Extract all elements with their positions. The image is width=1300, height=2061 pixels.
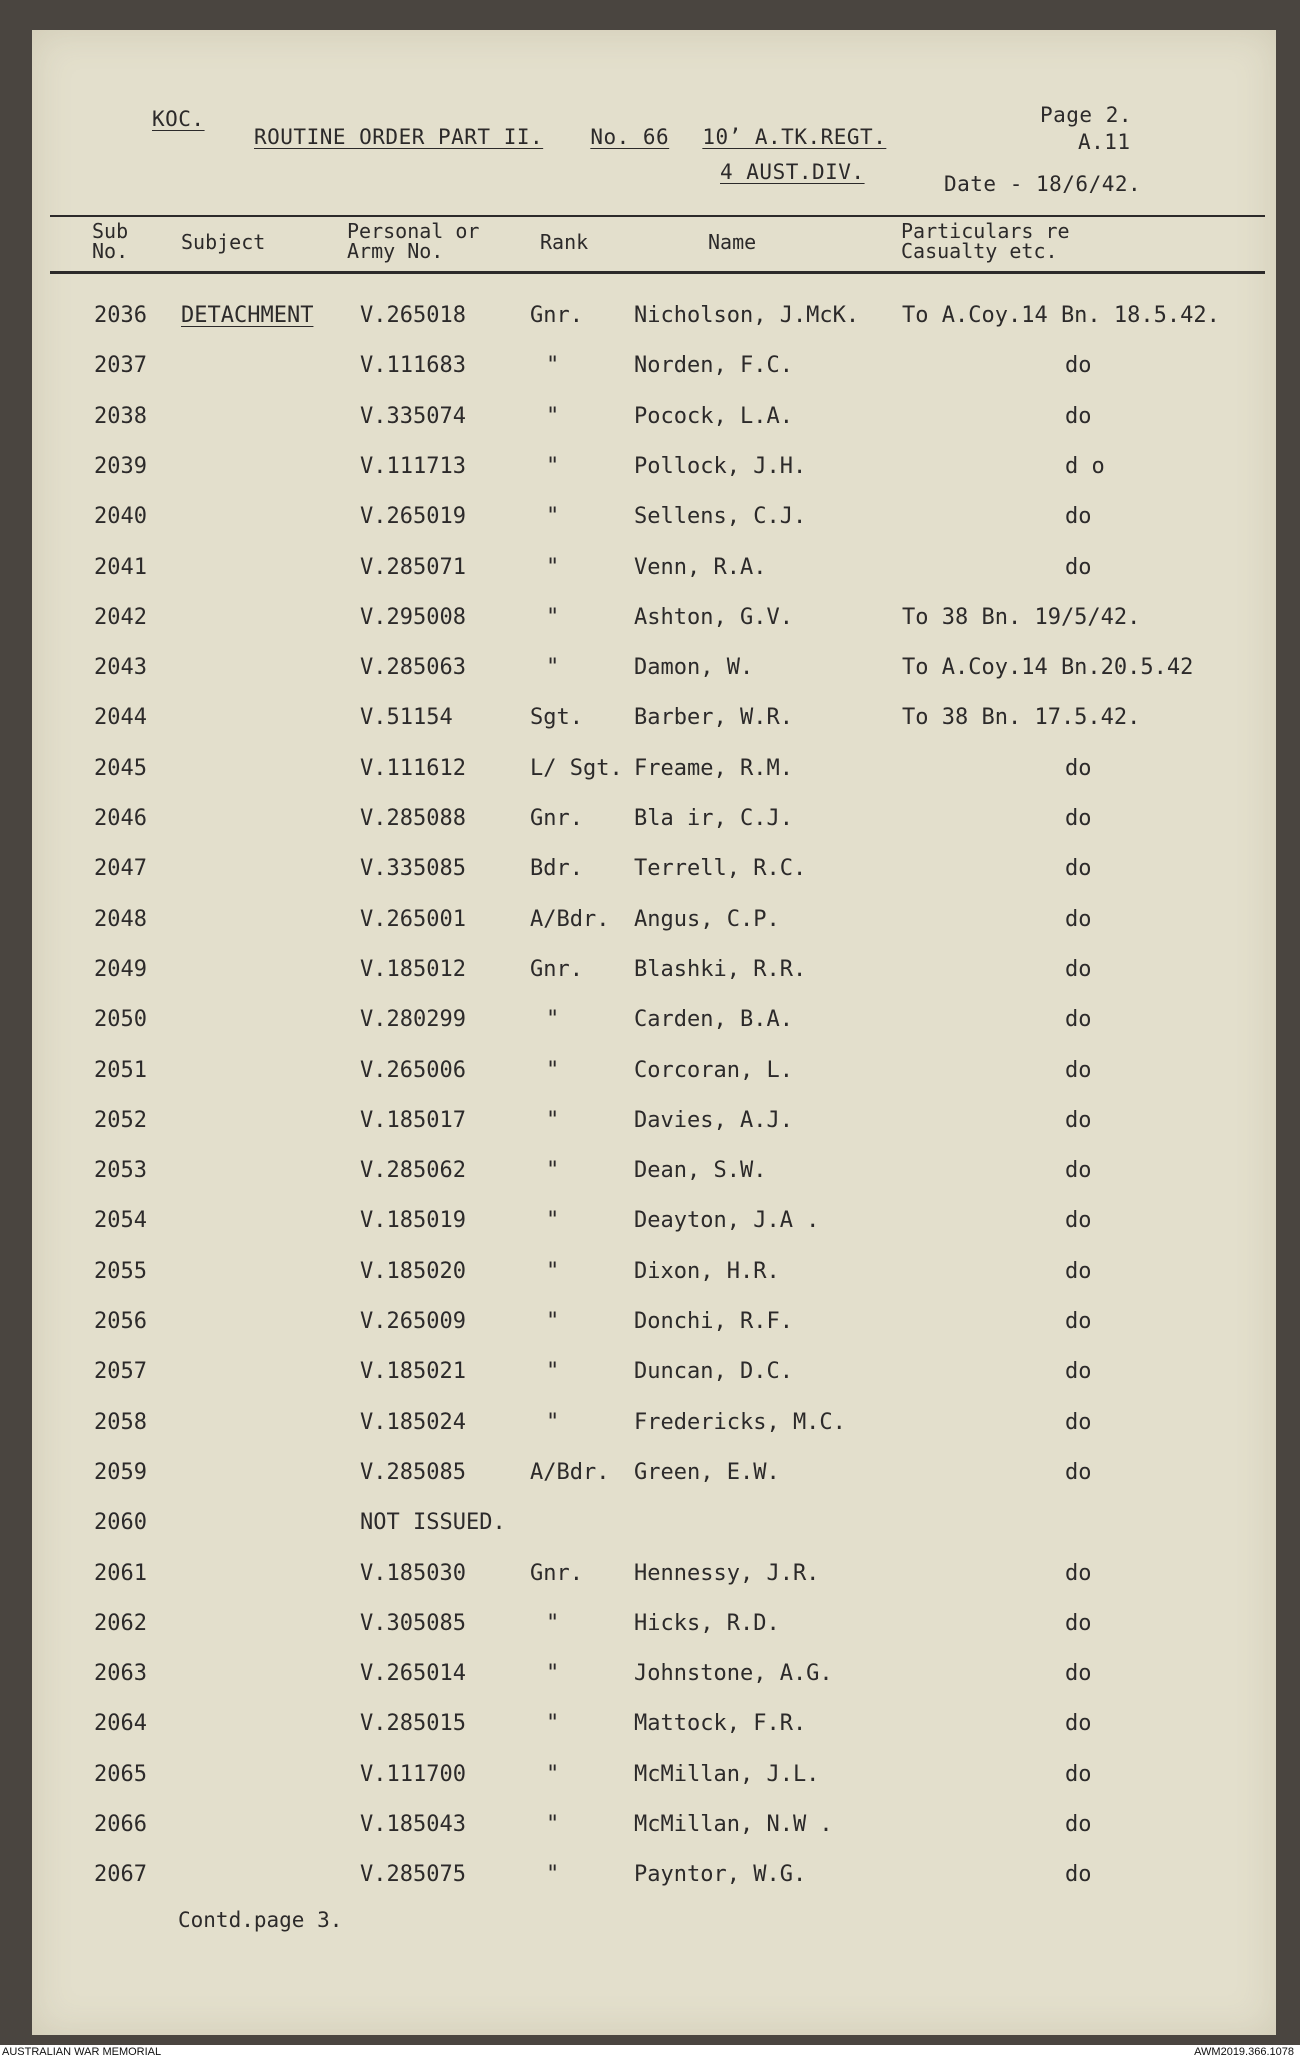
cell-rank: " xyxy=(546,554,560,580)
page-number: Page 2. xyxy=(1040,103,1133,127)
table-row xyxy=(0,1762,1300,1798)
cell-rank: " xyxy=(546,1057,560,1083)
cell-sub-no: 2057 xyxy=(94,1359,147,1385)
cell-particulars: To 38 Bn. 19/5/42. xyxy=(902,604,1141,630)
cell-particulars: do xyxy=(1065,1862,1092,1888)
cell-sub-no: 2063 xyxy=(94,1661,147,1687)
cell-name: McMillan, N.W . xyxy=(634,1812,833,1837)
order-title xyxy=(254,125,954,149)
cell-particulars: do xyxy=(1065,1409,1092,1435)
col-army-no-line1: Personal or xyxy=(347,219,480,243)
cell-name: Blashki, R.R. xyxy=(634,956,807,982)
cell-army-no: V.285015 xyxy=(360,1711,466,1737)
cell-rank: " xyxy=(546,1158,560,1184)
cell-particulars: To 38 Bn. 17.5.42. xyxy=(902,705,1141,731)
cell-name: Freame, R.M. xyxy=(634,755,793,781)
col-name: Name xyxy=(708,230,757,254)
table-row xyxy=(0,1812,1300,1848)
cell-subject: DETACHMENT xyxy=(181,303,314,328)
cell-rank: Sgt. xyxy=(530,705,583,731)
cell-sub-no: 2052 xyxy=(94,1107,147,1133)
cell-name: Ashton, G.V. xyxy=(634,604,793,630)
col-army-no xyxy=(347,221,479,261)
cell-sub-no: 2051 xyxy=(94,1057,147,1083)
table-row xyxy=(0,655,1300,691)
cell-name: Davies, A.J. xyxy=(634,1107,793,1133)
table-row xyxy=(0,404,1300,440)
header-top-rule xyxy=(50,215,1265,217)
cell-name: Payntor, W.G. xyxy=(634,1862,807,1888)
cell-particulars: do xyxy=(1065,1057,1092,1083)
cell-particulars: do xyxy=(1065,554,1092,580)
cell-particulars: do xyxy=(1065,504,1092,530)
cell-name: Dixon, H.R. xyxy=(634,1258,780,1284)
cell-rank: Gnr. xyxy=(530,303,583,328)
cell-particulars: do xyxy=(1065,1158,1092,1184)
cell-particulars: do xyxy=(1065,906,1092,932)
cell-army-no: V.185024 xyxy=(360,1409,466,1435)
table-row xyxy=(0,1208,1300,1244)
cell-rank: " xyxy=(546,1107,560,1133)
cell-name: Fredericks, M.C. xyxy=(634,1409,846,1435)
table-row xyxy=(0,1259,1300,1295)
cell-army-no: V.335074 xyxy=(360,403,466,429)
table-row xyxy=(0,605,1300,641)
cell-particulars: do xyxy=(1065,403,1092,429)
col-subject: Subject xyxy=(181,230,266,254)
cell-sub-no: 2047 xyxy=(94,856,147,882)
cell-name: Johnstone, A.G. xyxy=(634,1661,833,1687)
cell-name: Pollock, J.H. xyxy=(634,453,807,479)
table-row xyxy=(0,1410,1300,1446)
cell-name: Dean, S.W. xyxy=(634,1158,767,1184)
cell-army-no: V.185021 xyxy=(360,1359,466,1385)
cell-army-no: V.185017 xyxy=(360,1107,466,1133)
table-row xyxy=(0,907,1300,943)
cell-rank: " xyxy=(546,1007,560,1033)
cell-sub-no: 2058 xyxy=(94,1409,147,1435)
cell-army-no: V.111612 xyxy=(360,755,466,781)
cell-particulars: do xyxy=(1065,1761,1092,1787)
cell-rank: " xyxy=(546,1359,560,1385)
cell-name: Donchi, R.F. xyxy=(634,1309,793,1334)
table-row xyxy=(0,1711,1300,1747)
cell-particulars: To A.Coy.14 Bn. 18.5.42. xyxy=(902,303,1220,328)
cell-sub-no: 2056 xyxy=(94,1309,147,1334)
cell-name: Duncan, D.C. xyxy=(634,1359,793,1385)
cell-name: Venn, R.A. xyxy=(634,554,767,580)
col-army-no-line2: Army No. xyxy=(347,239,444,263)
cell-army-no: V.265018 xyxy=(360,303,466,328)
cell-army-no: V.265001 xyxy=(360,906,466,932)
archive-id: AWM2019.366.1078 xyxy=(1194,2046,1294,2058)
cell-particulars: do xyxy=(1065,1258,1092,1284)
cell-rank: " xyxy=(546,453,560,479)
cell-name: Pocock, L.A. xyxy=(634,403,793,429)
col-particulars-line2: Casualty etc. xyxy=(901,239,1058,263)
cell-particulars: do xyxy=(1065,856,1092,882)
cell-particulars: do xyxy=(1065,1309,1092,1334)
cell-rank: " xyxy=(546,504,560,530)
cell-sub-no: 2043 xyxy=(94,655,147,681)
cell-particulars: do xyxy=(1065,806,1092,831)
division-name: 4 AUST.DIV. xyxy=(720,160,865,184)
cell-army-no: V.285063 xyxy=(360,655,466,681)
cell-sub-no: 2050 xyxy=(94,1007,147,1033)
unit-name: 10’ A.TK.REGT. xyxy=(702,125,887,149)
continued-note: Contd.page 3. xyxy=(178,1908,343,1932)
cell-army-no: V.111700 xyxy=(360,1761,466,1787)
cell-particulars: do xyxy=(1065,1812,1092,1837)
cell-name: Corcoran, L. xyxy=(634,1057,793,1083)
table-row xyxy=(0,806,1300,842)
table-row xyxy=(0,1058,1300,1094)
cell-army-no: V.185019 xyxy=(360,1208,466,1234)
header-mark: KOC. xyxy=(152,107,205,131)
table-row xyxy=(0,756,1300,792)
table-row xyxy=(0,1108,1300,1144)
table-row xyxy=(0,1510,1300,1546)
cell-sub-no: 2064 xyxy=(94,1711,147,1737)
col-rank: Rank xyxy=(540,230,589,254)
cell-sub-no: 2042 xyxy=(94,604,147,630)
cell-sub-no: 2054 xyxy=(94,1208,147,1234)
cell-army-no: V.285085 xyxy=(360,1459,466,1485)
cell-rank: " xyxy=(546,403,560,429)
cell-particulars: do xyxy=(1065,1107,1092,1133)
cell-name: Barber, W.R. xyxy=(634,705,793,731)
cell-name: Green, E.W. xyxy=(634,1459,780,1485)
cell-army-no: V.335085 xyxy=(360,856,466,882)
table-row xyxy=(0,353,1300,389)
cell-army-no: V.285062 xyxy=(360,1158,466,1184)
table-row xyxy=(0,705,1300,741)
cell-sub-no: 2066 xyxy=(94,1812,147,1837)
table-row xyxy=(0,1460,1300,1496)
table-row xyxy=(0,856,1300,892)
cell-name: Nicholson, J.McK. xyxy=(634,303,860,328)
cell-rank: " xyxy=(546,1812,560,1837)
cell-sub-no: 2036 xyxy=(94,303,147,328)
cell-name: McMillan, J.L. xyxy=(634,1761,820,1787)
cell-army-no: V.185012 xyxy=(360,956,466,982)
table-row xyxy=(0,1359,1300,1395)
cell-rank: " xyxy=(546,1711,560,1737)
cell-particulars: do xyxy=(1065,1459,1092,1485)
cell-sub-no: 2045 xyxy=(94,755,147,781)
table-row xyxy=(0,1661,1300,1697)
cell-rank: " xyxy=(546,1208,560,1234)
cell-rank: A/Bdr. xyxy=(530,1459,610,1485)
cell-name: Deayton, J.A . xyxy=(634,1208,820,1234)
col-sub-no xyxy=(92,221,128,261)
cell-sub-no: 2053 xyxy=(94,1158,147,1184)
table-row xyxy=(0,454,1300,490)
cell-army-no: V.111713 xyxy=(360,453,466,479)
cell-particulars: do xyxy=(1065,1208,1092,1234)
cell-sub-no: 2037 xyxy=(94,353,147,379)
cell-army-no: V.265014 xyxy=(360,1661,466,1687)
cell-sub-no: 2049 xyxy=(94,956,147,982)
cell-sub-no: 2065 xyxy=(94,1761,147,1787)
cell-army-no: V.285071 xyxy=(360,554,466,580)
cell-name: Angus, C.P. xyxy=(634,906,780,932)
cell-particulars: do xyxy=(1065,1661,1092,1687)
cell-sub-no: 2055 xyxy=(94,1258,147,1284)
cell-rank: " xyxy=(546,1309,560,1334)
cell-rank: L/ Sgt. xyxy=(530,755,623,781)
cell-army-no: NOT ISSUED. xyxy=(360,1510,506,1536)
cell-particulars: do xyxy=(1065,1560,1092,1586)
order-date: Date - 18/6/42. xyxy=(944,172,1142,196)
cell-rank: " xyxy=(546,1862,560,1888)
cell-army-no: V.265009 xyxy=(360,1309,466,1334)
table-row xyxy=(0,555,1300,591)
cell-army-no: V.185020 xyxy=(360,1258,466,1284)
cell-rank: " xyxy=(546,1258,560,1284)
cell-army-no: V.285088 xyxy=(360,806,466,831)
cell-sub-no: 2041 xyxy=(94,554,147,580)
cell-rank: " xyxy=(546,604,560,630)
table-row xyxy=(0,504,1300,540)
cell-name: Terrell, R.C. xyxy=(634,856,807,882)
cell-army-no: V.185043 xyxy=(360,1812,466,1837)
cell-army-no: V.265019 xyxy=(360,504,466,530)
cell-army-no: V.185030 xyxy=(360,1560,466,1586)
cell-army-no: V.51154 xyxy=(360,705,453,731)
cell-rank: Bdr. xyxy=(530,856,583,882)
cell-name: Damon, W. xyxy=(634,655,754,681)
cell-sub-no: 2048 xyxy=(94,906,147,932)
cell-army-no: V.305085 xyxy=(360,1610,466,1636)
cell-sub-no: 2040 xyxy=(94,504,147,530)
table-row xyxy=(0,1158,1300,1194)
header-bottom-rule xyxy=(50,271,1265,274)
table-row xyxy=(0,1007,1300,1043)
order-title-text: ROUTINE ORDER PART II. xyxy=(254,125,544,149)
cell-sub-no: 2061 xyxy=(94,1560,147,1586)
cell-army-no: V.265006 xyxy=(360,1057,466,1083)
col-particulars xyxy=(901,221,1070,261)
table-row xyxy=(0,1309,1300,1345)
cell-particulars: do xyxy=(1065,1711,1092,1737)
cell-particulars: do xyxy=(1065,1007,1092,1033)
cell-army-no: V.295008 xyxy=(360,604,466,630)
cell-particulars: do xyxy=(1065,956,1092,982)
cell-sub-no: 2059 xyxy=(94,1459,147,1485)
cell-name: Bla ir, C.J. xyxy=(634,806,793,831)
table-row xyxy=(0,1561,1300,1597)
cell-particulars: d o xyxy=(1065,453,1105,479)
cell-name: Mattock, F.R. xyxy=(634,1711,807,1737)
order-number: No. 66 xyxy=(590,125,670,149)
cell-rank: " xyxy=(546,1661,560,1687)
table-row xyxy=(0,1862,1300,1898)
cell-sub-no: 2044 xyxy=(94,705,147,731)
cell-rank: " xyxy=(546,1409,560,1435)
cell-rank: Gnr. xyxy=(530,956,583,982)
col-particulars-line1: Particulars re xyxy=(901,219,1070,243)
table-row xyxy=(0,1611,1300,1647)
cell-army-no: V.280299 xyxy=(360,1007,466,1033)
col-sub-no-line2: No. xyxy=(92,239,129,263)
cell-sub-no: 2062 xyxy=(94,1610,147,1636)
table-row xyxy=(0,957,1300,993)
cell-name: Carden, B.A. xyxy=(634,1007,793,1033)
archive-name: AUSTRALIAN WAR MEMORIAL xyxy=(2,2046,162,2058)
cell-name: Hicks, R.D. xyxy=(634,1610,780,1636)
cell-particulars: do xyxy=(1065,353,1092,379)
cell-rank: Gnr. xyxy=(530,806,583,831)
cell-sub-no: 2038 xyxy=(94,403,147,429)
cell-rank: A/Bdr. xyxy=(530,906,610,932)
cell-rank: " xyxy=(546,655,560,681)
cell-particulars: do xyxy=(1065,1359,1092,1385)
col-sub-no-line1: Sub xyxy=(92,219,129,243)
cell-particulars: do xyxy=(1065,755,1092,781)
cell-name: Norden, F.C. xyxy=(634,353,793,379)
cell-name: Sellens, C.J. xyxy=(634,504,807,530)
cell-particulars: do xyxy=(1065,1610,1092,1636)
cell-sub-no: 2039 xyxy=(94,453,147,479)
reference-code: A.11 xyxy=(1078,130,1131,154)
cell-army-no: V.111683 xyxy=(360,353,466,379)
cell-rank: " xyxy=(546,1610,560,1636)
cell-sub-no: 2046 xyxy=(94,806,147,831)
cell-particulars: To A.Coy.14 Bn.20.5.42 xyxy=(902,655,1194,681)
cell-sub-no: 2060 xyxy=(94,1510,147,1536)
cell-name: Hennessy, J.R. xyxy=(634,1560,820,1586)
cell-rank: Gnr. xyxy=(530,1560,583,1586)
cell-sub-no: 2067 xyxy=(94,1862,147,1888)
cell-army-no: V.285075 xyxy=(360,1862,466,1888)
archive-footer xyxy=(0,2045,1300,2061)
cell-rank: " xyxy=(546,1761,560,1787)
table-row xyxy=(0,303,1300,339)
cell-rank: " xyxy=(546,353,560,379)
